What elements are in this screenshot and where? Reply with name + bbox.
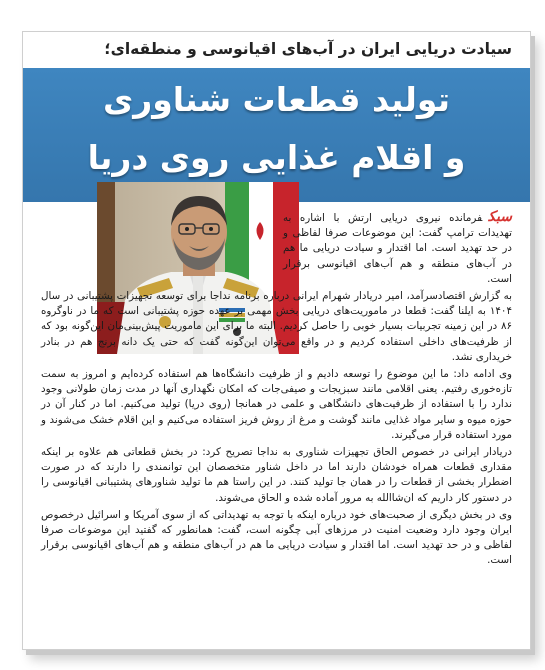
headline-line-2: و اقلام غذایی روی دریا bbox=[87, 138, 466, 177]
article-card bbox=[22, 31, 531, 650]
headline-line-1: تولید قطعات شناوری bbox=[103, 80, 450, 119]
paragraph-1 bbox=[283, 210, 512, 287]
article-body bbox=[41, 210, 512, 571]
paragraph-5: وی در بخش دیگری از صحبت‌های خود درباره اینکه با توجه به تهدیداتی که از سوی آمریکا و اسرائیل درخصوص ایران وجود دارد وضعیت امنیت در مرزهای آبی چگونه است، گفت: همانطور که گفتید این موضوعات صرفا لفاظی و در حد تهدید است. اما اقتدار و سیادت دریایی ما هم در آب‌های منطقه و هم آب‌های اقیانوسی برقرار است. bbox=[41, 508, 512, 567]
paragraph-4: دریادار ایرانی در خصوص الحاق تجهیزات شناوری به نداجا تصریح کرد: در بخش قطعاتی هم علاوه بر اینکه مقداری قطعات همراه خودشان دارند اما در داخل شناور متخصصان این توانمندی را دارند که در صورت اضطرار بخشی از قطعات را در همان جا تولید کنند. در این راستا هم ما تولید شناورهای پشتیبانی اقیانوسی را در دستور کار داریم که ان‌شاالله به مرور آماده شده و الحاق می‌شوند. bbox=[41, 446, 512, 504]
paragraph-2: به گزارش اقتصادسرآمد، امیر دریادار شهرام ایرانی درباره برنامه نداجا برای توسعه تجهیزات پشتیبانی در سال ۱۴۰۴ به ایلنا گفت: قطعا در ماموریت‌های دریایی بخش مهمی بر عهده حوزه پشتیبانی است که ما در ناوگروه ۸۶ در این زمینه تجربیات بسیار خوبی را حاصل کردیم. البته ما برای این ماموریت پیش‌بینی‌مان این‌گونه بود که از ظرفیت‌های داخلی استفاده کردیم و در واقع می‌توان این‌گونه گفت که حتی یک دانه برنج هم در بنادر خریداری نشد. bbox=[41, 290, 512, 363]
newspaper-signature: سبک bbox=[488, 209, 512, 225]
paragraph-1-text: فرمانده نیروی دریایی ارتش با اشاره به تهدیدات ترامپ گفت: این موضوعات صرفا لفاظی و در حد تهدید است. اما اقتدار و سیادت دریایی ما هم در آب‌های منطقه و هم آب‌های اقیانوسی برقرار است. bbox=[283, 212, 512, 285]
article-kicker: سیادت دریایی ایران در آب‌های اقیانوسی و منطقه‌ای؛ bbox=[104, 40, 512, 58]
paragraph-3: وی ادامه داد: ما این موضوع را توسعه دادیم و از ظرفیت دانشگاه‌ها هم استفاده کرده‌ایم و امروز به سمت تازه‌خوری رفتیم. یعنی اقلامی مانند سبزیجات و صیفی‌جات که امکان نگهداری آنها در مدت زمان طولانی وجود ندارد را با استفاده از ظرفیت‌های دانشگاهی و علمی در همانجا (روی دریا) تولید می‌کنیم. اما در کنار آن در حوزه میوه و سایر مواد غذایی مانند گوشت و مرغ از روش فریز استفاده می‌کنیم و این اقلام خشک می‌شوند و مورد استفاده قرار می‌گیرند. bbox=[41, 368, 512, 441]
